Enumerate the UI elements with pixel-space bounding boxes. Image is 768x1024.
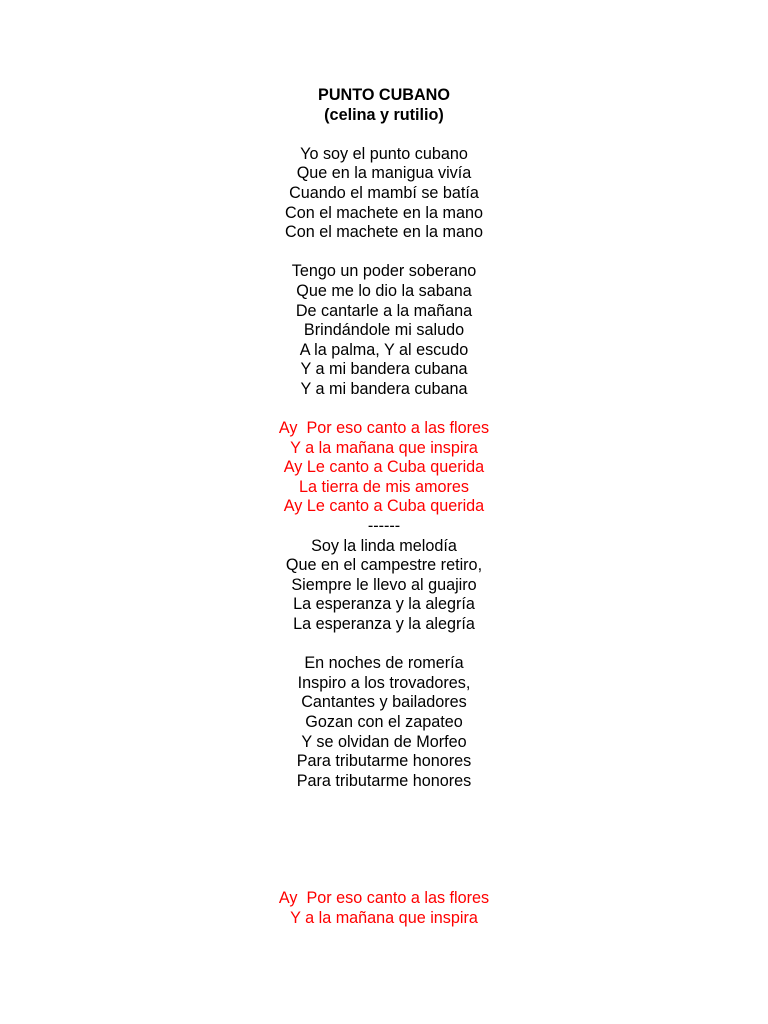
- lyric-line: Y se olvidan de Morfeo: [301, 732, 467, 751]
- stanza-4: [0, 654, 768, 791]
- lyric-line: Para tributarme honores: [296, 771, 472, 790]
- chorus-2: [0, 889, 768, 928]
- lyric-line: De cantarle a la mañana: [295, 301, 473, 320]
- lyric-line: Con el machete en la mano: [285, 203, 483, 222]
- lyric-line: Con el machete en la mano: [285, 223, 483, 242]
- lyric-line: Cuando el mambí se batía: [289, 183, 479, 202]
- chorus-line: Ay Le canto a Cuba querida: [283, 497, 485, 516]
- blank-line: [0, 125, 768, 145]
- lyric-line: Siempre le llevo al guajiro: [291, 575, 477, 594]
- stanza-1: [0, 145, 768, 243]
- blank-gap: [0, 791, 768, 889]
- blank-line: [0, 635, 768, 655]
- chorus-line: Ay Le canto a Cuba querida: [283, 458, 485, 477]
- lyric-line: La esperanza y la alegría: [293, 595, 475, 614]
- lyrics-body: [0, 86, 768, 929]
- chorus-line: Y a la mañana que inspira: [290, 438, 478, 457]
- stanza-2: [0, 262, 768, 399]
- lyric-line: Y a mi bandera cubana: [300, 360, 468, 379]
- chorus-line: La tierra de mis amores: [298, 477, 470, 496]
- separator: ------: [367, 517, 401, 536]
- song-title: PUNTO CUBANO: [318, 86, 450, 104]
- lyric-line: Yo soy el punto cubano: [300, 144, 468, 163]
- chorus-line: Y a la mañana que inspira: [290, 908, 478, 927]
- lyric-line: Inspiro a los trovadores,: [297, 673, 471, 692]
- lyric-line: Y a mi bandera cubana: [300, 379, 468, 398]
- lyric-line: Que en la manigua vivía: [296, 164, 472, 183]
- lyric-line: Para tributarme honores: [296, 752, 472, 771]
- blank-line: [0, 400, 768, 420]
- lyric-line: Soy la linda melodía: [311, 536, 457, 555]
- blank-line: [0, 243, 768, 263]
- lyric-line: Tengo un poder soberano: [291, 262, 477, 281]
- lyric-line: Que me lo dio la sabana: [296, 281, 472, 300]
- lyric-line: Cantantes y bailadores: [301, 693, 467, 712]
- lyric-line: A la palma, Y al escudo: [299, 340, 469, 359]
- lyric-line: Que en el campestre retiro,: [285, 556, 483, 575]
- chorus-line: Ay Por eso canto a las flores: [278, 419, 490, 438]
- chorus-1: [0, 419, 768, 517]
- song-subtitle: (celina y rutilio): [324, 105, 444, 124]
- lyric-line: Brindándole mi saludo: [303, 321, 465, 340]
- lyric-line: La esperanza y la alegría: [293, 615, 475, 634]
- lyric-line: En noches de romería: [304, 654, 464, 673]
- stanza-3: [0, 537, 768, 635]
- lyric-line: Gozan con el zapateo: [305, 713, 463, 731]
- chorus-line: Ay Por eso canto a las flores: [278, 889, 490, 908]
